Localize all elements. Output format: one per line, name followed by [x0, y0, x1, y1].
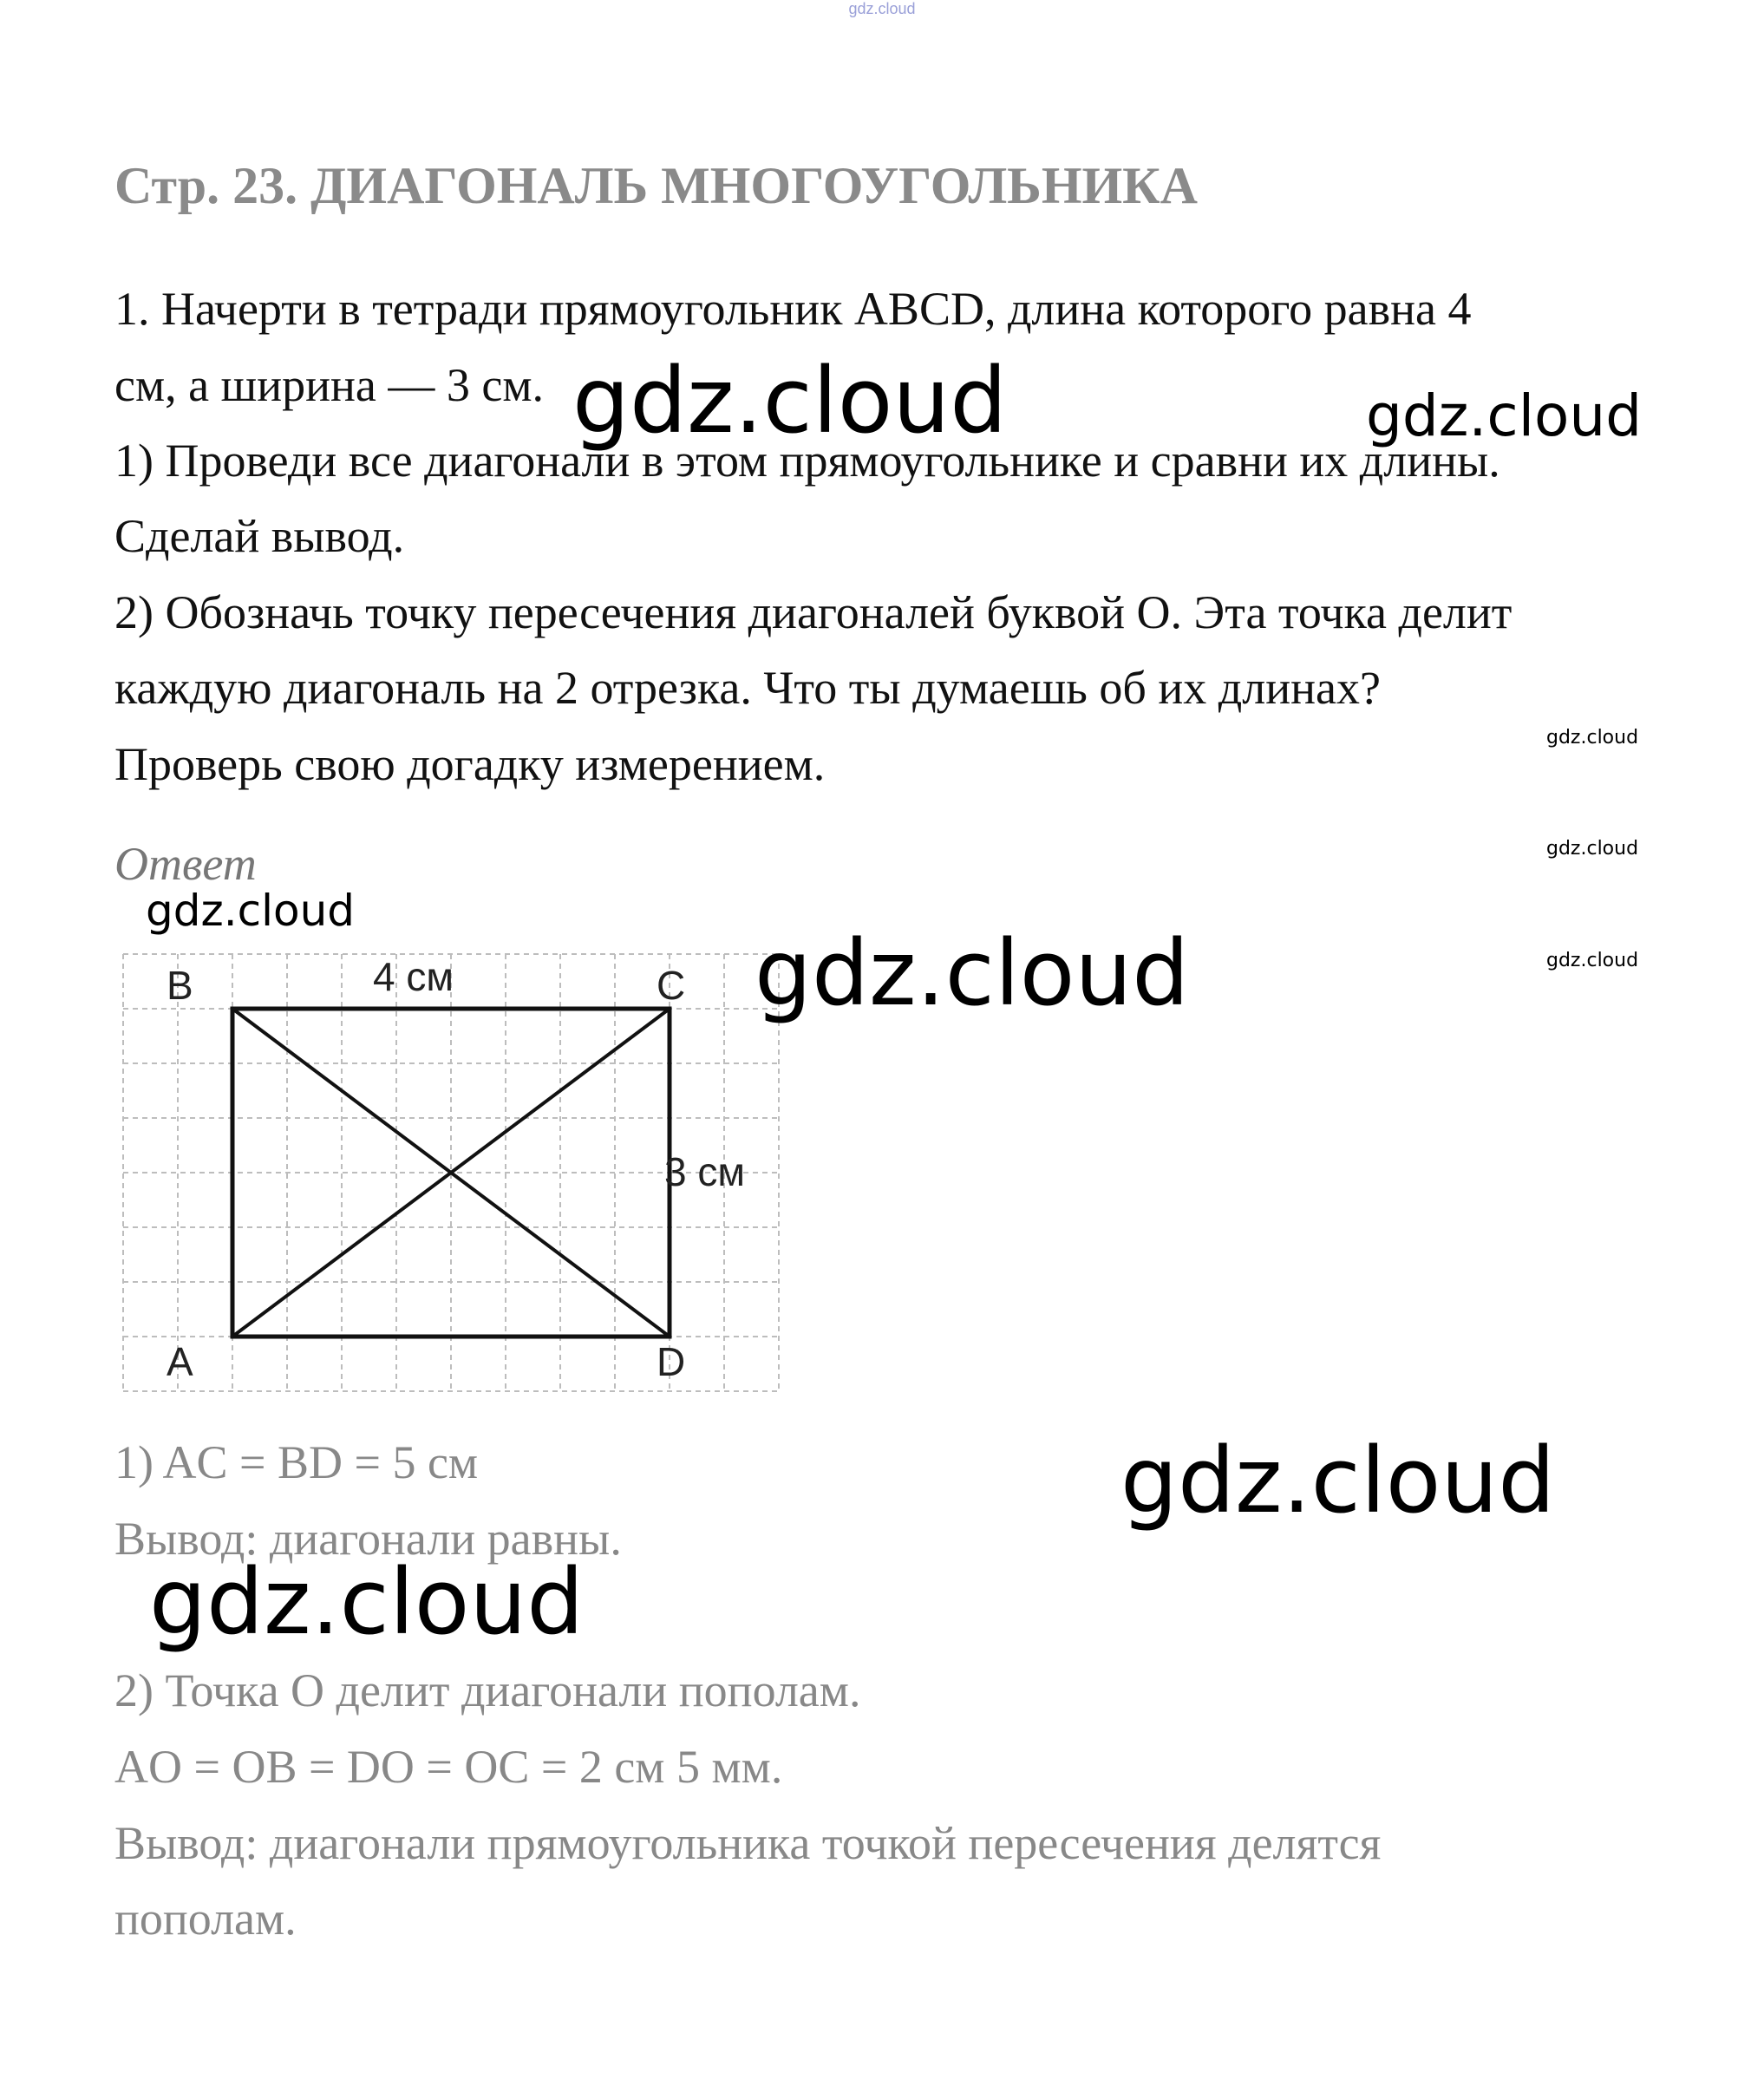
- rectangle-figure: [114, 945, 808, 1414]
- vertex-label-b: B: [167, 963, 193, 1008]
- answer-line: Вывод: диагонали прямоугольника точкой пересечения делятся: [114, 1817, 1382, 1869]
- task-line: Проверь свою догадку измерением.: [114, 738, 826, 790]
- task-line: см, а ширина — 3 см.: [114, 359, 544, 411]
- answer-line: AO = OB = DO = OC = 2 см 5 мм.: [114, 1741, 783, 1793]
- task-line: 1) Проведи все диагонали в этом прямоугольнике и сравни их длины.: [114, 435, 1500, 487]
- watermark: gdz.cloud: [1366, 382, 1643, 449]
- vertex-label-a: A: [167, 1339, 193, 1384]
- vertex-label-d: D: [657, 1339, 686, 1384]
- watermark: gdz.cloud: [149, 1549, 585, 1655]
- answer-line: Вывод: диагонали равны.: [114, 1513, 622, 1565]
- watermark: gdz.cloud: [1546, 838, 1639, 860]
- task-line: каждую диагональ на 2 отрезка. Что ты думаешь об их длинах?: [114, 662, 1381, 714]
- answer-line: 1) AC = BD = 5 см: [114, 1436, 479, 1488]
- task-line: 2) Обозначь точку пересечения диагоналей буквой О. Эта точка делит: [114, 586, 1512, 638]
- width-label: 3 см: [664, 1149, 745, 1194]
- task-line: 1. Начерти в тетради прямоугольник ABCD, длина которого равна 4: [114, 283, 1472, 335]
- answer-label: Ответ: [114, 838, 257, 890]
- watermark: gdz.cloud: [755, 920, 1190, 1026]
- task-line: Сделай вывод.: [114, 510, 405, 562]
- watermark: gdz.cloud: [146, 886, 356, 936]
- watermark: gdz.cloud: [1120, 1428, 1556, 1533]
- answer-line: 2) Точка О делит диагонали пополам.: [114, 1664, 861, 1716]
- watermark: gdz.cloud: [572, 348, 1008, 454]
- top-watermark: gdz.cloud: [848, 0, 916, 17]
- watermark: gdz.cloud: [1546, 727, 1639, 749]
- watermark: gdz.cloud: [1546, 950, 1639, 971]
- answer-line: пополам.: [114, 1893, 297, 1945]
- vertex-label-c: C: [657, 963, 686, 1008]
- length-label: 4 см: [373, 954, 454, 999]
- page-title: Стр. 23. ДИАГОНАЛЬ МНОГОУГОЛЬНИКА: [114, 157, 1199, 214]
